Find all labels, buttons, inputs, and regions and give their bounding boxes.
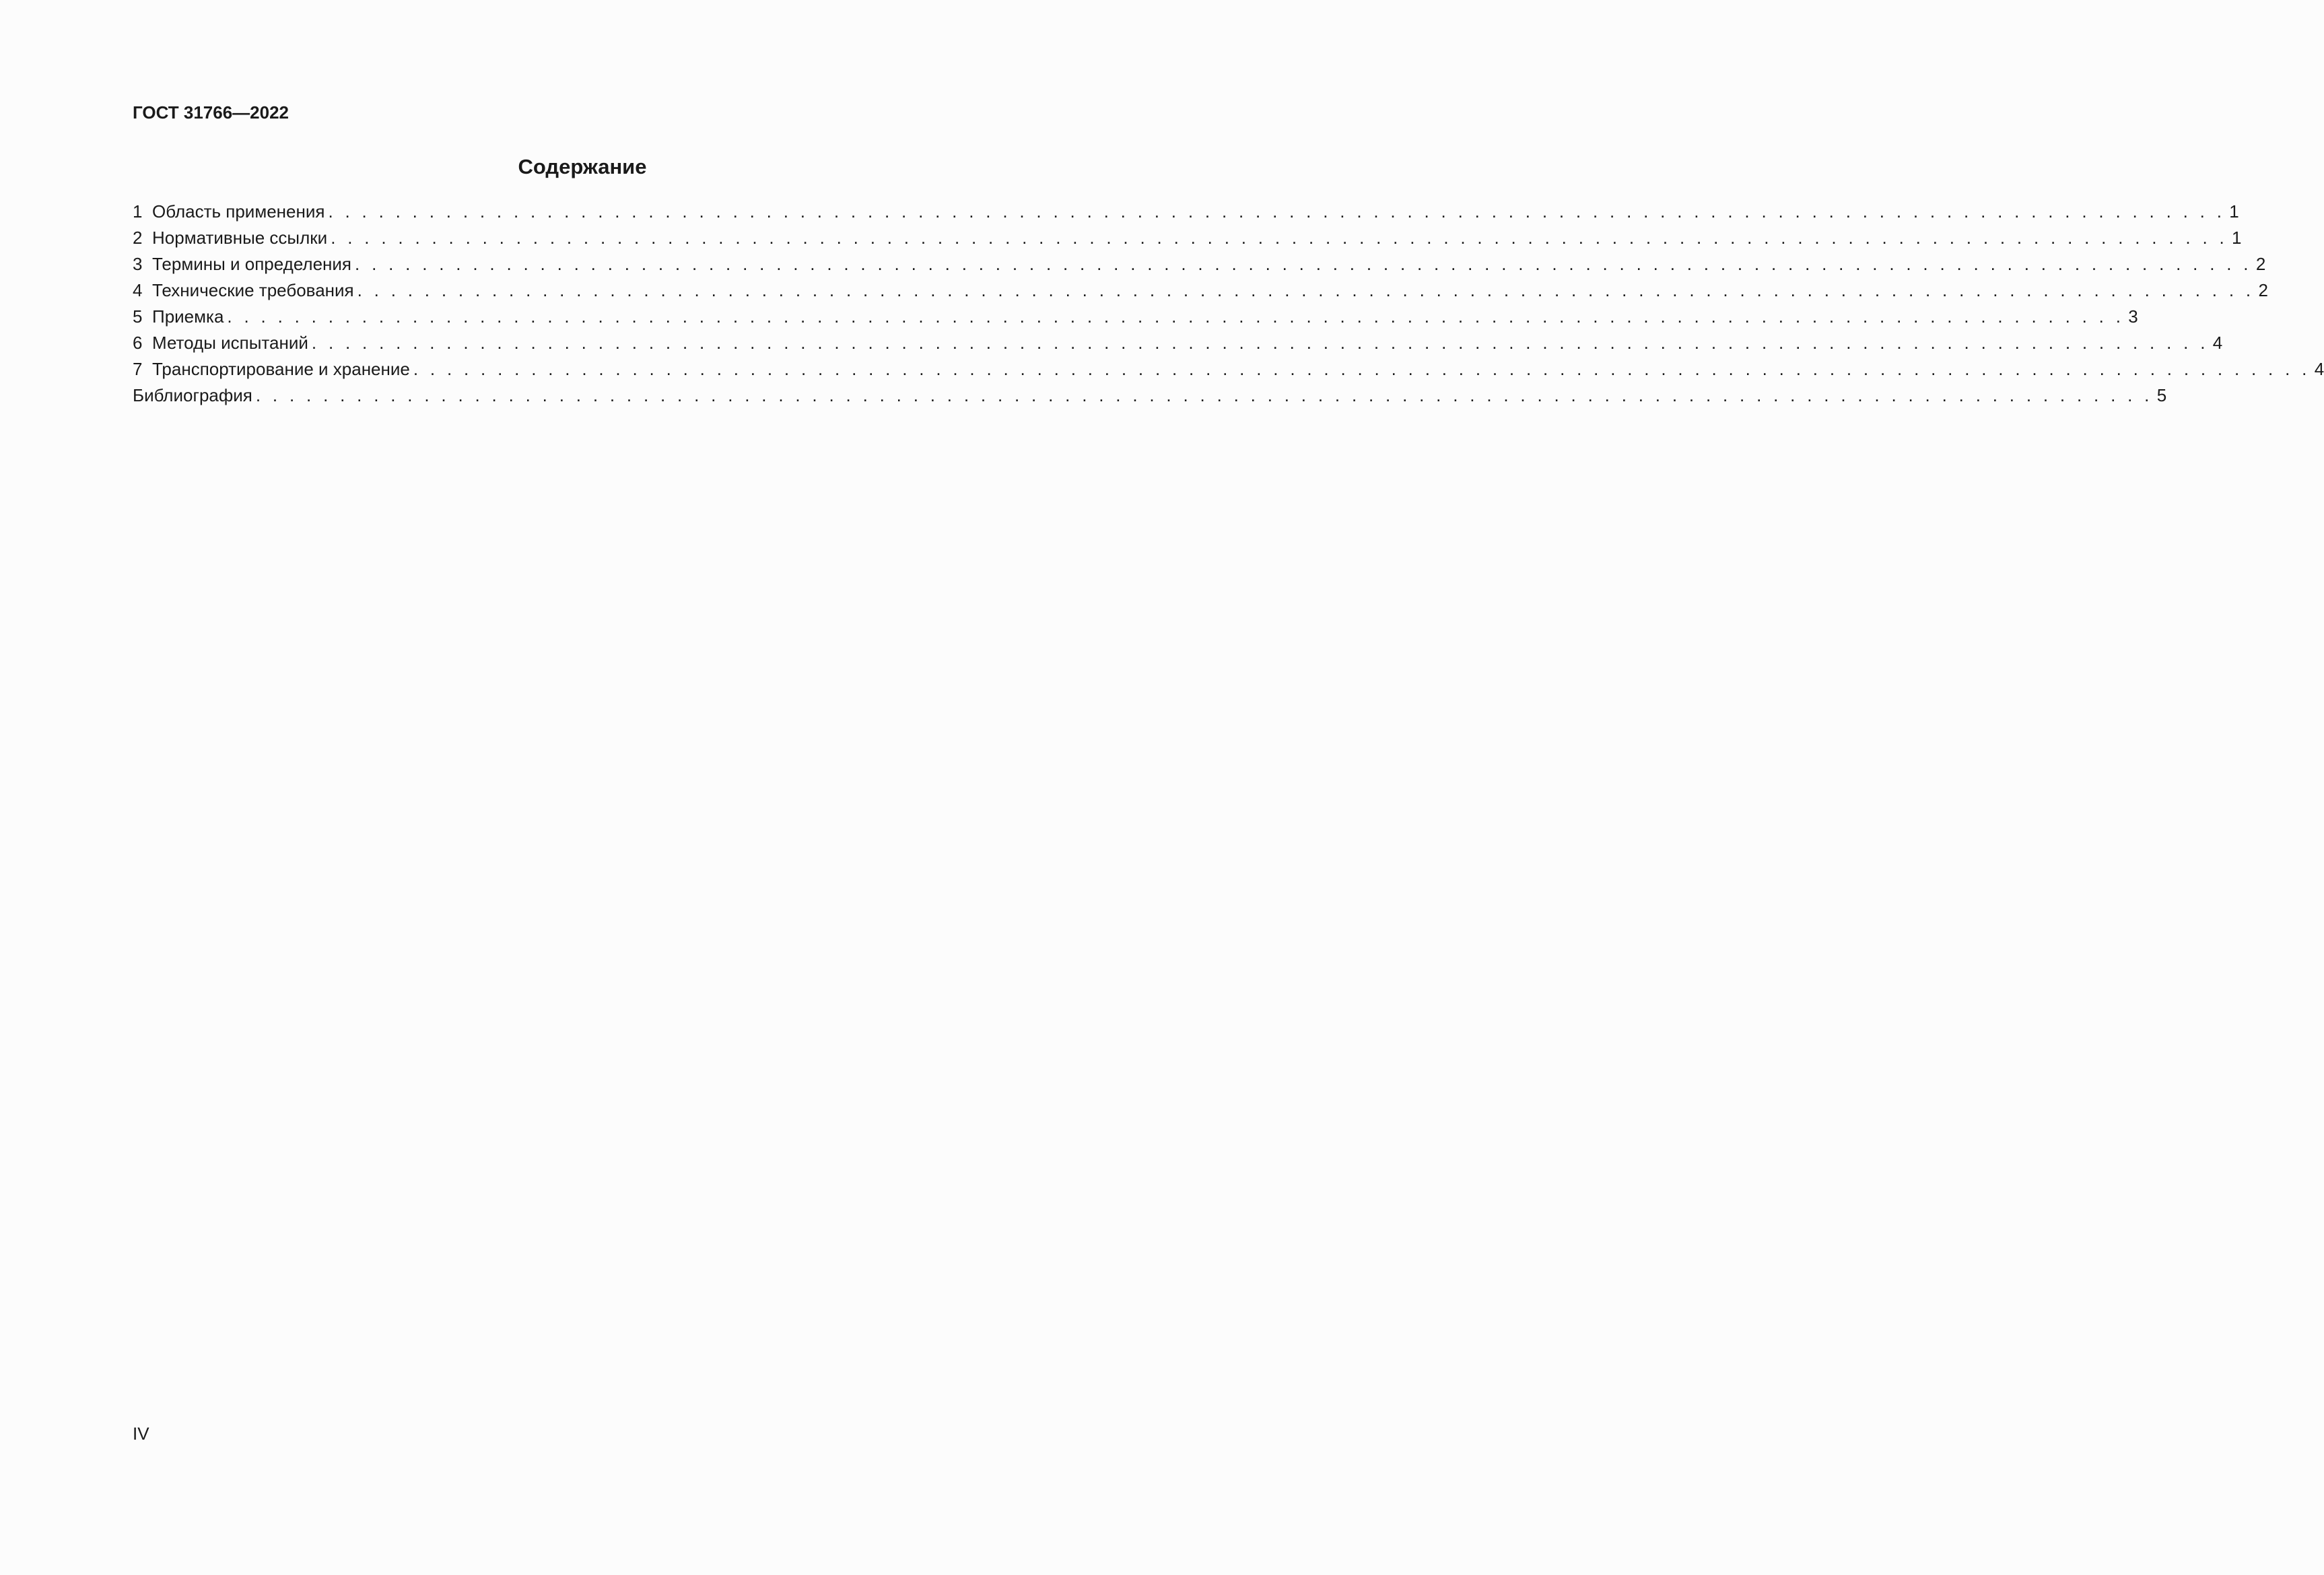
page-number: IV: [133, 1423, 149, 1444]
toc-entry-page: 5: [2156, 385, 2167, 405]
toc-entry[interactable]: [133, 304, 2138, 330]
toc-entry-label: Нормативные ссылки: [152, 228, 328, 248]
toc-entry-number: 5: [133, 306, 143, 327]
toc-entry-page: 1: [2232, 228, 2242, 248]
toc-entry[interactable]: [133, 330, 2223, 356]
toc-entry-label: Термины и определения: [152, 254, 352, 274]
toc-entry-label: Библиография: [133, 385, 252, 405]
table-of-contents: [133, 199, 2324, 409]
toc-dot-leader: . . . . . . . . . . . . . . . . . . . . . . . . . . . . . . . . . . . . . . . . . . . . . . . . . . . . . . . . . . . . . . . . . . . . . . . . . . . . . . . . . . . . . . . . . . . . . . . . . . . . . . . . . . . . . . . . .: [331, 228, 2228, 248]
toc-entry-label: Область применения: [152, 201, 325, 222]
toc-entry-label: Методы испытаний: [152, 333, 308, 353]
toc-dot-leader: . . . . . . . . . . . . . . . . . . . . . . . . . . . . . . . . . . . . . . . . . . . . . . . . . . . . . . . . . . . . . . . . . . . . . . . . . . . . . . . . . . . . . . . . . . . . . . . . . . . . . . . . . . . . . . . . .: [355, 254, 2252, 274]
toc-entry[interactable]: [133, 277, 2268, 304]
toc-entry-page: 2: [2255, 254, 2266, 274]
toc-entry-page: 4: [2212, 333, 2223, 353]
toc-entry-label: Приемка: [152, 306, 224, 327]
toc-entry-page: 1: [2229, 201, 2239, 222]
toc-title: Содержание: [518, 155, 647, 178]
toc-entry-label: Транспортирование и хранение: [152, 359, 410, 379]
toc-entry-number: 3: [133, 254, 143, 274]
toc-entry[interactable]: [133, 251, 2266, 277]
toc-entry-number: 4: [133, 280, 143, 300]
toc-entry-page: 2: [2258, 280, 2268, 300]
toc-entry[interactable]: [133, 199, 2239, 225]
toc-entry-label: Технические требования: [152, 280, 354, 300]
toc-dot-leader: . . . . . . . . . . . . . . . . . . . . . . . . . . . . . . . . . . . . . . . . . . . . . . . . . . . . . . . . . . . . . . . . . . . . . . . . . . . . . . . . . . . . . . . . . . . . . . . . . . . . . . . . . . . . . . . . .: [328, 201, 2226, 222]
toc-entry[interactable]: [133, 356, 2324, 382]
toc-entry-number: 2: [133, 228, 143, 248]
toc-dot-leader: . . . . . . . . . . . . . . . . . . . . . . . . . . . . . . . . . . . . . . . . . . . . . . . . . . . . . . . . . . . . . . . . . . . . . . . . . . . . . . . . . . . . . . . . . . . . . . . . . . . . . . . . . . . . . . . . .: [413, 359, 2311, 379]
toc-entry-number: 7: [133, 359, 143, 379]
toc-entry-page: 3: [2128, 306, 2138, 327]
toc-entry-page: 4: [2314, 359, 2324, 379]
toc-dot-leader: . . . . . . . . . . . . . . . . . . . . . . . . . . . . . . . . . . . . . . . . . . . . . . . . . . . . . . . . . . . . . . . . . . . . . . . . . . . . . . . . . . . . . . . . . . . . . . . . . . . . . . . . . . . . . . . . .: [357, 280, 2255, 300]
toc-dot-leader: . . . . . . . . . . . . . . . . . . . . . . . . . . . . . . . . . . . . . . . . . . . . . . . . . . . . . . . . . . . . . . . . . . . . . . . . . . . . . . . . . . . . . . . . . . . . . . . . . . . . . . . . . . . . . . . . .: [227, 306, 2125, 327]
toc-dot-leader: . . . . . . . . . . . . . . . . . . . . . . . . . . . . . . . . . . . . . . . . . . . . . . . . . . . . . . . . . . . . . . . . . . . . . . . . . . . . . . . . . . . . . . . . . . . . . . . . . . . . . . . . . . . . . . . . .: [255, 385, 2153, 405]
toc-entry-number: 1: [133, 201, 143, 222]
toc-entry-number: 6: [133, 333, 143, 353]
toc-entry[interactable]: [133, 382, 2167, 409]
document-code: ГОСТ 31766—2022: [133, 102, 289, 123]
toc-entry[interactable]: [133, 225, 2242, 251]
toc-dot-leader: . . . . . . . . . . . . . . . . . . . . . . . . . . . . . . . . . . . . . . . . . . . . . . . . . . . . . . . . . . . . . . . . . . . . . . . . . . . . . . . . . . . . . . . . . . . . . . . . . . . . . . . . . . . . . . . . .: [311, 333, 2209, 353]
